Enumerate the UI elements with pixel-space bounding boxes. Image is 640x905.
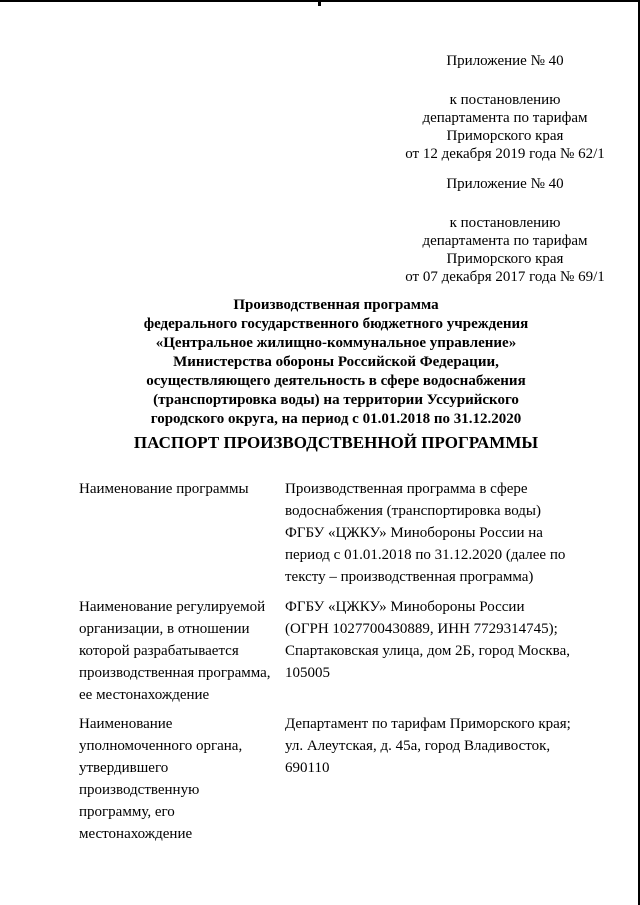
scan-top-tick [318, 0, 321, 6]
appendix-current-line: к постановлению [449, 92, 561, 108]
row-label-line: уполномоченного органа, [79, 738, 243, 754]
row-value-line: ФГБУ «ЦЖКУ» Минобороны России [285, 599, 525, 615]
row-value-organization [285, 596, 605, 684]
row-label-line: которой разрабатывается [79, 643, 239, 659]
appendix-current-line: от 12 декабря 2019 года № 62/1 [405, 146, 605, 162]
row-label-line: ее местонахождение [79, 687, 210, 703]
row-value-line: (ОГРН 1027700430889, ИНН 7729314745); [285, 621, 558, 637]
row-value-authority [285, 713, 605, 779]
row-label-line: производственная программа, [79, 665, 271, 681]
program-title-line: Министерства обороны Российской Федерации, [173, 354, 499, 370]
row-value-program-name [285, 478, 605, 588]
row-label-line: Наименование [79, 716, 173, 732]
program-title-line: «Центральное жилищно-коммунальное управление» [155, 335, 517, 351]
appendix-original-line: Приморского края [446, 251, 564, 267]
row-label-authority [79, 713, 279, 845]
row-value-line: 105005 [285, 665, 330, 681]
row-value-line: Спартаковская улица, дом 2Б, город Москва, [285, 643, 570, 659]
appendix-original [380, 175, 630, 286]
row-value-line: ФГБУ «ЦЖКУ» Минобороны России на [285, 525, 543, 541]
row-label-line: организации, в отношении [79, 621, 250, 637]
appendix-current-line: департамента по тарифам [422, 110, 588, 126]
program-title-line: осуществляющего деятельность в сфере водоснабжения [146, 373, 526, 389]
program-title-line: Производственная программа [233, 297, 439, 313]
appendix-original-title: Приложение № 40 [446, 176, 564, 192]
row-value-line: тексту – производственная программа) [285, 569, 534, 585]
row-value-line: водоснабжения (транспортировка воды) [285, 503, 541, 519]
row-value-line: период с 01.01.2018 по 31.12.2020 (далее по [285, 547, 566, 563]
appendix-original-line: к постановлению [449, 215, 561, 231]
row-value-line: Производственная программа в сфере [285, 481, 528, 497]
program-title [120, 296, 552, 429]
row-value-line: 690110 [285, 760, 330, 776]
row-label-organization [79, 596, 279, 706]
appendix-current [380, 52, 630, 163]
program-title-line: (транспортировка воды) на территории Уссурийского [153, 392, 519, 408]
passport-heading: ПАСПОРТ ПРОИЗВОДСТВЕННОЙ ПРОГРАММЫ [133, 433, 539, 452]
row-value-line: ул. Алеутская, д. 45а, город Владивосток, [285, 738, 551, 754]
row-label-line: Наименование регулируемой [79, 599, 266, 615]
row-label-line: Наименование программы [79, 481, 249, 497]
appendix-original-line: департамента по тарифам [422, 233, 588, 249]
program-title-line: городского округа, на период с 01.01.2018 по 31.12.2020 [150, 411, 522, 427]
program-title-line: федерального государственного бюджетного учреждения [143, 316, 529, 332]
appendix-current-line: Приморского края [446, 128, 564, 144]
row-label-line: программу, его [79, 804, 175, 820]
row-label-program-name [79, 478, 279, 500]
row-label-line: производственную [79, 782, 200, 798]
row-value-line: Департамент по тарифам Приморского края; [285, 716, 571, 732]
appendix-original-line: от 07 декабря 2017 года № 69/1 [405, 269, 605, 285]
appendix-current-title: Приложение № 40 [446, 53, 564, 69]
row-label-line: местонахождение [79, 826, 193, 842]
row-label-line: утвердившего [79, 760, 169, 776]
